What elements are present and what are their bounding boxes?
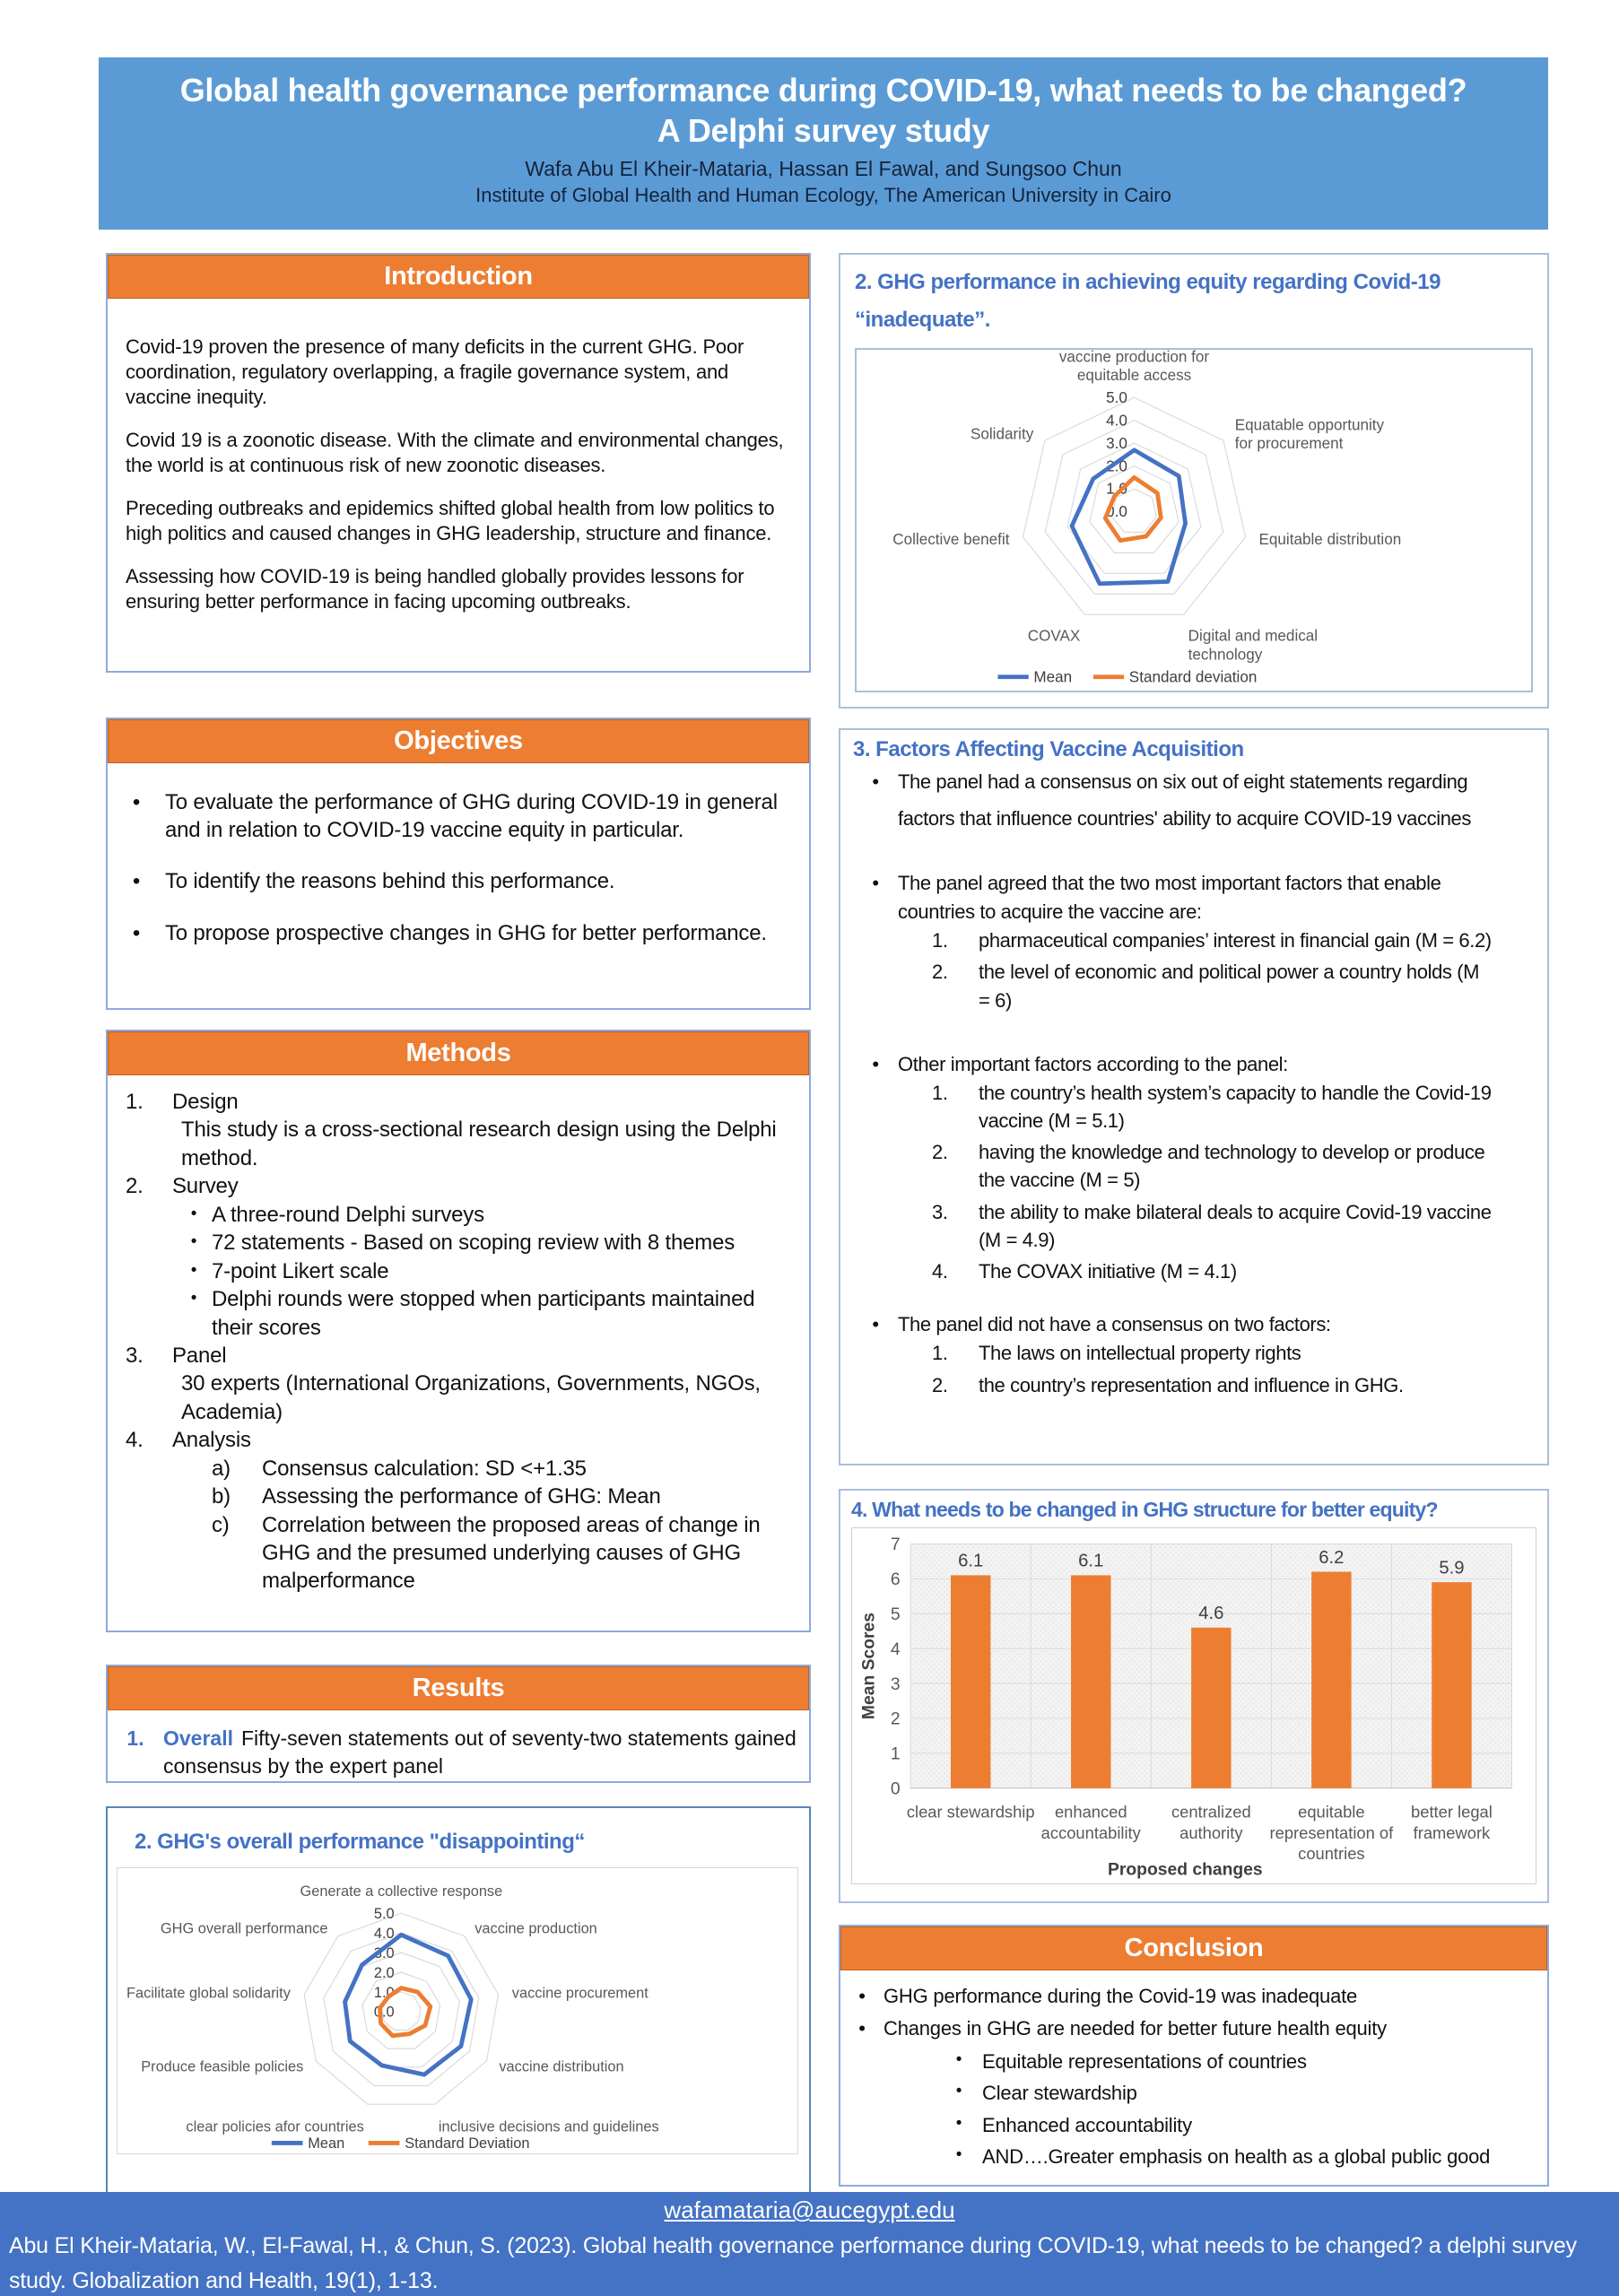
factor-item bbox=[932, 1257, 1493, 1285]
svg-text:vaccine distribution: vaccine distribution bbox=[499, 2058, 624, 2075]
objective-text: To propose prospective changes in GHG for better performance. bbox=[165, 920, 767, 945]
vaccine-acquisition-heading: 3. Factors Affecting Vaccine Acquisition bbox=[853, 737, 1244, 761]
introduction-header: Introduction bbox=[108, 255, 809, 299]
svg-text:Digital and medical: Digital and medical bbox=[1188, 627, 1319, 645]
bullet-icon: • bbox=[955, 2113, 962, 2133]
item-letter: c) bbox=[212, 1512, 230, 1537]
poster-title-line2: A Delphi survey study bbox=[657, 112, 990, 149]
structure-changes-heading: 4. What needs to be changed in GHG structure for better equity? bbox=[851, 1498, 1438, 1521]
item-number: 4. bbox=[932, 1260, 948, 1283]
method-bullet bbox=[176, 1201, 798, 1229]
svg-text:1.0: 1.0 bbox=[373, 1984, 395, 2001]
method-bullet bbox=[176, 1285, 798, 1342]
objective-text: To identify the reasons behind this performance. bbox=[165, 869, 615, 894]
svg-text:5.9: 5.9 bbox=[1439, 1558, 1465, 1578]
method-item bbox=[126, 1426, 798, 1454]
analysis-item bbox=[212, 1483, 798, 1510]
svg-text:Mean: Mean bbox=[1033, 668, 1073, 686]
intro-paragraph: Covid-19 proven the presence of many deficits in the current GHG. Poor coordination, regulatory overlapping, a fragile governance system, and vaccine inequity. bbox=[126, 335, 744, 408]
bullet-icon: • bbox=[858, 2017, 866, 2040]
methods-body bbox=[108, 1075, 809, 1596]
svg-text:Collective benefit: Collective benefit bbox=[892, 531, 1010, 549]
svg-text:6.1: 6.1 bbox=[958, 1551, 984, 1571]
svg-text:vaccine production: vaccine production bbox=[474, 1920, 597, 1937]
citation-text: Abu El Kheir-Mataria, W., El-Fawal, H., & Chun, S. (2023). Global health governance performance during COVID-19, what needs to be changed? a delphi survey study. Globalization and Health, 19(1), 1-13. bbox=[9, 2233, 1577, 2293]
svg-text:Equitable distribution: Equitable distribution bbox=[1258, 531, 1402, 549]
svg-text:5.0: 5.0 bbox=[373, 1905, 395, 1922]
methods-panel bbox=[106, 1030, 811, 1632]
factor-text: the ability to make bilateral deals to acquire Covid-19 vaccine (M = 4.9) bbox=[979, 1200, 1492, 1251]
objective-text: To evaluate the performance of GHG during COVID-19 in general and in relation to COVID-19 vaccine equity in particular. bbox=[165, 790, 778, 843]
svg-text:for procurement: for procurement bbox=[1234, 435, 1344, 453]
email-link[interactable]: wafamataria@aucegypt.edu bbox=[664, 2196, 955, 2223]
result-text bbox=[163, 1725, 796, 1780]
overall-chart-frame bbox=[117, 1867, 798, 2154]
methods-header: Methods bbox=[108, 1031, 809, 1075]
factors-text: The panel did not have a consensus on two factors: bbox=[898, 1313, 1331, 1336]
footer-bar bbox=[0, 2192, 1619, 2296]
factor-item bbox=[932, 1198, 1493, 1254]
factor-item bbox=[932, 926, 1493, 954]
conclusion-header: Conclusion bbox=[840, 1926, 1547, 1970]
conclusion-sub-text: Clear stewardship bbox=[982, 2082, 1137, 2105]
svg-text:authority: authority bbox=[1179, 1822, 1243, 1842]
bullet-icon: • bbox=[872, 1313, 879, 1336]
conclusion-sub-text: Enhanced accountability bbox=[982, 2113, 1192, 2136]
conclusion-sub-bullet bbox=[936, 2114, 1535, 2137]
svg-text:1: 1 bbox=[890, 1744, 901, 1764]
svg-text:vaccine production for: vaccine production for bbox=[1058, 348, 1210, 366]
factor-text: the level of economic and political power a country holds (M = 6) bbox=[979, 961, 1480, 1012]
item-number: 2. bbox=[932, 961, 948, 984]
svg-text:better legal: better legal bbox=[1411, 1802, 1493, 1822]
title-banner bbox=[99, 57, 1548, 230]
introduction-panel bbox=[106, 253, 811, 673]
analysis-text: Correlation between the proposed areas of change in GHG and the presumed underlying causes of GHG malperformance bbox=[262, 1512, 761, 1594]
svg-text:vaccine procurement: vaccine procurement bbox=[511, 1985, 648, 2002]
bullet-icon: • bbox=[872, 872, 879, 895]
factor-text: the country’s health system’s capacity to handle the Covid-19 vaccine (M = 5.1) bbox=[979, 1081, 1492, 1132]
bullet-icon: • bbox=[132, 869, 141, 894]
svg-text:Produce feasible policies: Produce feasible policies bbox=[141, 2058, 304, 2075]
factor-text: pharmaceutical companies’ interest in financial gain (M = 6.2) bbox=[979, 929, 1492, 952]
bullet-icon: • bbox=[872, 770, 879, 793]
analysis-text: Assessing the performance of GHG: Mean bbox=[262, 1484, 661, 1509]
method-label: Design bbox=[172, 1090, 239, 1114]
introduction-body bbox=[108, 299, 809, 613]
result-rest: Fifty-seven statements out of seventy-two statements gained consensus by the expert panel bbox=[163, 1726, 796, 1779]
svg-text:0: 0 bbox=[890, 1779, 901, 1799]
objectives-header: Objectives bbox=[108, 719, 809, 763]
results-body bbox=[108, 1710, 809, 1780]
item-number: 1. bbox=[932, 1081, 948, 1104]
bullet-icon: • bbox=[955, 2082, 962, 2101]
svg-text:technology: technology bbox=[1188, 646, 1263, 664]
svg-text:6.1: 6.1 bbox=[1078, 1551, 1104, 1571]
svg-text:representation of: representation of bbox=[1269, 1822, 1394, 1842]
svg-text:5: 5 bbox=[890, 1605, 901, 1624]
svg-text:4.0: 4.0 bbox=[373, 1925, 395, 1942]
svg-text:Generate a collective response: Generate a collective response bbox=[300, 1883, 503, 1900]
svg-text:3.0: 3.0 bbox=[373, 1944, 395, 1961]
factor-item bbox=[932, 1339, 1493, 1367]
results-panel bbox=[106, 1665, 811, 1783]
intro-paragraph: Covid 19 is a zoonotic disease. With the climate and environmental changes, the world is at continuous risk of new zoonotic diseases. bbox=[126, 428, 784, 476]
conclusion-body bbox=[840, 1970, 1547, 2169]
method-label: Survey bbox=[172, 1174, 239, 1199]
factors-bullet bbox=[853, 869, 1493, 926]
svg-text:Mean Scores: Mean Scores bbox=[859, 1613, 879, 1720]
intro-paragraph: Assessing how COVID-19 is being handled globally provides lessons for ensuring better performance in facing upcoming outbreaks. bbox=[126, 564, 744, 613]
method-bullet-text: 72 statements - Based on scoping review with 8 themes bbox=[212, 1231, 736, 1256]
factor-item bbox=[932, 958, 1493, 1013]
svg-text:Equatable opportunity: Equatable opportunity bbox=[1234, 416, 1385, 434]
bar-chart-frame bbox=[851, 1527, 1536, 1884]
svg-text:Solidarity: Solidarity bbox=[970, 425, 1034, 443]
bullet-icon: • bbox=[190, 1260, 197, 1280]
item-number: 3. bbox=[126, 1343, 144, 1368]
svg-text:4: 4 bbox=[890, 1639, 901, 1659]
conclusion-sub-text: AND….Greater emphasis on health as a global public good bbox=[982, 2144, 1491, 2168]
svg-text:inclusive decisions and guidel: inclusive decisions and guidelines bbox=[438, 2118, 659, 2135]
method-bullet-text: A three-round Delphi surveys bbox=[212, 1202, 484, 1227]
conclusion-bullet bbox=[840, 1985, 1535, 2008]
factors-text: The panel agreed that the two most important factors that enable countries to acquire the vaccine are: bbox=[898, 872, 1441, 924]
method-bullet bbox=[176, 1229, 798, 1257]
svg-text:Mean: Mean bbox=[308, 2135, 345, 2152]
objective-item bbox=[108, 919, 791, 947]
item-letter: b) bbox=[212, 1484, 231, 1509]
svg-text:2: 2 bbox=[890, 1709, 901, 1729]
equity-chart-frame bbox=[855, 348, 1533, 692]
svg-text:3.0: 3.0 bbox=[1106, 434, 1127, 452]
svg-text:4.0: 4.0 bbox=[1106, 412, 1127, 430]
bullet-icon: • bbox=[955, 2049, 962, 2069]
bullet-icon: • bbox=[858, 1985, 866, 2007]
factors-bullet bbox=[853, 1310, 1493, 1339]
structure-changes-panel bbox=[839, 1489, 1549, 1903]
svg-text:7: 7 bbox=[890, 1535, 901, 1555]
factor-text: The laws on intellectual property rights bbox=[979, 1342, 1301, 1365]
svg-text:clear stewardship: clear stewardship bbox=[906, 1802, 1035, 1822]
factor-item bbox=[932, 1138, 1493, 1194]
svg-text:4.6: 4.6 bbox=[1198, 1604, 1224, 1624]
factors-text: Other important factors according to the panel: bbox=[898, 1052, 1288, 1075]
svg-text:3: 3 bbox=[890, 1674, 901, 1694]
poster-affiliation: Institute of Global Health and Human Ecology, The American University in Cairo bbox=[475, 184, 1171, 206]
method-bullet-text: 7-point Likert scale bbox=[212, 1258, 389, 1283]
svg-text:GHG overall performance: GHG overall performance bbox=[160, 1920, 328, 1937]
method-label: Panel bbox=[172, 1343, 227, 1368]
factor-text: having the knowledge and technology to develop or produce the vaccine (M = 5) bbox=[979, 1141, 1485, 1192]
vaccine-acquisition-panel bbox=[839, 728, 1549, 1465]
bullet-icon: • bbox=[132, 920, 141, 945]
svg-text:1.0: 1.0 bbox=[1106, 480, 1127, 498]
item-number: 1. bbox=[126, 1726, 144, 1750]
factor-text: the country’s representation and influence in GHG. bbox=[979, 1373, 1404, 1396]
method-text: 30 experts (International Organizations, Governments, NGOs, Academia) bbox=[181, 1371, 761, 1424]
objective-item bbox=[108, 867, 791, 895]
conclusion-bullet bbox=[840, 2017, 1535, 2040]
method-bullet-text: Delphi rounds were stopped when participants maintained their scores bbox=[212, 1287, 755, 1340]
method-item bbox=[126, 1342, 798, 1370]
conclusion-sub-text: Equitable representations of countries bbox=[982, 2049, 1307, 2073]
bullet-icon: • bbox=[872, 1052, 879, 1075]
svg-text:5.0: 5.0 bbox=[1106, 388, 1127, 406]
svg-text:clear policies afor countries: clear policies afor countries bbox=[186, 2118, 364, 2135]
svg-text:6: 6 bbox=[890, 1570, 901, 1590]
conclusion-sub-bullet bbox=[936, 2145, 1535, 2169]
analysis-text: Consensus calculation: SD <+1.35 bbox=[262, 1456, 587, 1481]
factor-item bbox=[932, 1371, 1493, 1399]
item-number: 2. bbox=[932, 1373, 948, 1396]
svg-text:0.0: 0.0 bbox=[373, 2004, 395, 2021]
conclusion-sub-bullet bbox=[936, 2050, 1535, 2074]
objective-item bbox=[108, 788, 791, 844]
svg-text:centralized: centralized bbox=[1171, 1802, 1251, 1822]
item-number: 1. bbox=[932, 1342, 948, 1365]
factors-text: The panel had a consensus on six out of eight statements regarding factors that influence countries' ability to acquire COVID-19 vaccines bbox=[898, 770, 1471, 830]
method-text: This study is a cross-sectional research design using the Delphi method. bbox=[181, 1118, 777, 1170]
item-number: 3. bbox=[932, 1200, 948, 1223]
result-item bbox=[108, 1725, 796, 1780]
equity-performance-panel bbox=[839, 253, 1549, 709]
method-item bbox=[126, 1088, 798, 1116]
result-lead: Overall bbox=[163, 1726, 233, 1750]
svg-text:enhanced: enhanced bbox=[1054, 1802, 1127, 1822]
svg-text:Proposed changes: Proposed changes bbox=[1108, 1860, 1263, 1880]
objectives-panel bbox=[106, 718, 811, 1010]
conclusion-text: GHG performance during the Covid-19 was inadequate bbox=[883, 1985, 1358, 2007]
method-label: Analysis bbox=[172, 1428, 251, 1453]
equity-heading: 2. GHG performance in achieving equity regarding Covid-19 “inadequate”. bbox=[855, 270, 1441, 332]
svg-text:framework: framework bbox=[1413, 1822, 1491, 1842]
poster-title-line1: Global health governance performance during COVID-19, what needs to be changed? bbox=[179, 72, 1467, 109]
bar-chart-proposed-changes bbox=[852, 1528, 1536, 1883]
svg-text:accountability: accountability bbox=[1040, 1822, 1141, 1842]
bullet-icon: • bbox=[955, 2144, 962, 2164]
item-number: 1. bbox=[126, 1090, 144, 1114]
overall-chart-heading: 2. GHG's overall performance "disappointing“ bbox=[135, 1830, 585, 1854]
factor-text: The COVAX initiative (M = 4.1) bbox=[979, 1260, 1237, 1283]
overall-performance-chart-panel bbox=[106, 1806, 811, 2194]
contact-email-row bbox=[0, 2196, 1619, 2224]
svg-text:COVAX: COVAX bbox=[1027, 627, 1081, 645]
svg-text:Facilitate global solidarity: Facilitate global solidarity bbox=[126, 1985, 291, 2002]
bullet-icon: • bbox=[132, 790, 141, 814]
bullet-icon: • bbox=[190, 1204, 197, 1223]
svg-text:6.2: 6.2 bbox=[1319, 1547, 1345, 1568]
conclusion-text: Changes in GHG are needed for better future health equity bbox=[883, 2017, 1387, 2040]
svg-text:0.0: 0.0 bbox=[1106, 503, 1127, 521]
item-number: 2. bbox=[126, 1174, 144, 1199]
results-header: Results bbox=[108, 1666, 809, 1710]
method-bullet bbox=[176, 1257, 798, 1285]
bullet-icon: • bbox=[190, 1289, 197, 1309]
conclusion-sub-bullet bbox=[936, 2082, 1535, 2105]
svg-text:2.0: 2.0 bbox=[1106, 457, 1127, 475]
item-number: 2. bbox=[932, 1141, 948, 1164]
item-number: 4. bbox=[126, 1428, 144, 1453]
svg-text:countries: countries bbox=[1298, 1843, 1365, 1863]
factors-bullet bbox=[853, 764, 1493, 837]
factor-item bbox=[932, 1079, 1493, 1135]
svg-text:equitable access: equitable access bbox=[1076, 367, 1192, 385]
bullet-icon: • bbox=[190, 1232, 197, 1252]
svg-text:equitable: equitable bbox=[1298, 1802, 1365, 1822]
method-item bbox=[126, 1172, 798, 1200]
radar-chart-equity bbox=[857, 350, 1531, 691]
radar-chart-overall-performance bbox=[118, 1868, 797, 2153]
svg-text:2.0: 2.0 bbox=[373, 1964, 395, 1981]
factors-bullet bbox=[853, 1050, 1493, 1079]
item-number: 1. bbox=[932, 929, 948, 952]
analysis-item bbox=[212, 1511, 798, 1596]
analysis-item bbox=[212, 1455, 798, 1483]
objectives-body bbox=[108, 763, 809, 947]
item-letter: a) bbox=[212, 1456, 231, 1481]
intro-paragraph: Preceding outbreaks and epidemics shifted global health from low politics to high politics and caused changes in GHG leadership, structure and finance. bbox=[126, 496, 775, 544]
svg-text:Standard deviation: Standard deviation bbox=[1128, 668, 1258, 686]
conclusion-panel bbox=[839, 1925, 1549, 2187]
poster-authors: Wafa Abu El Kheir-Mataria, Hassan El Fawal, and Sungsoo Chun bbox=[525, 157, 1122, 180]
svg-text:Standard Deviation: Standard Deviation bbox=[405, 2135, 530, 2152]
